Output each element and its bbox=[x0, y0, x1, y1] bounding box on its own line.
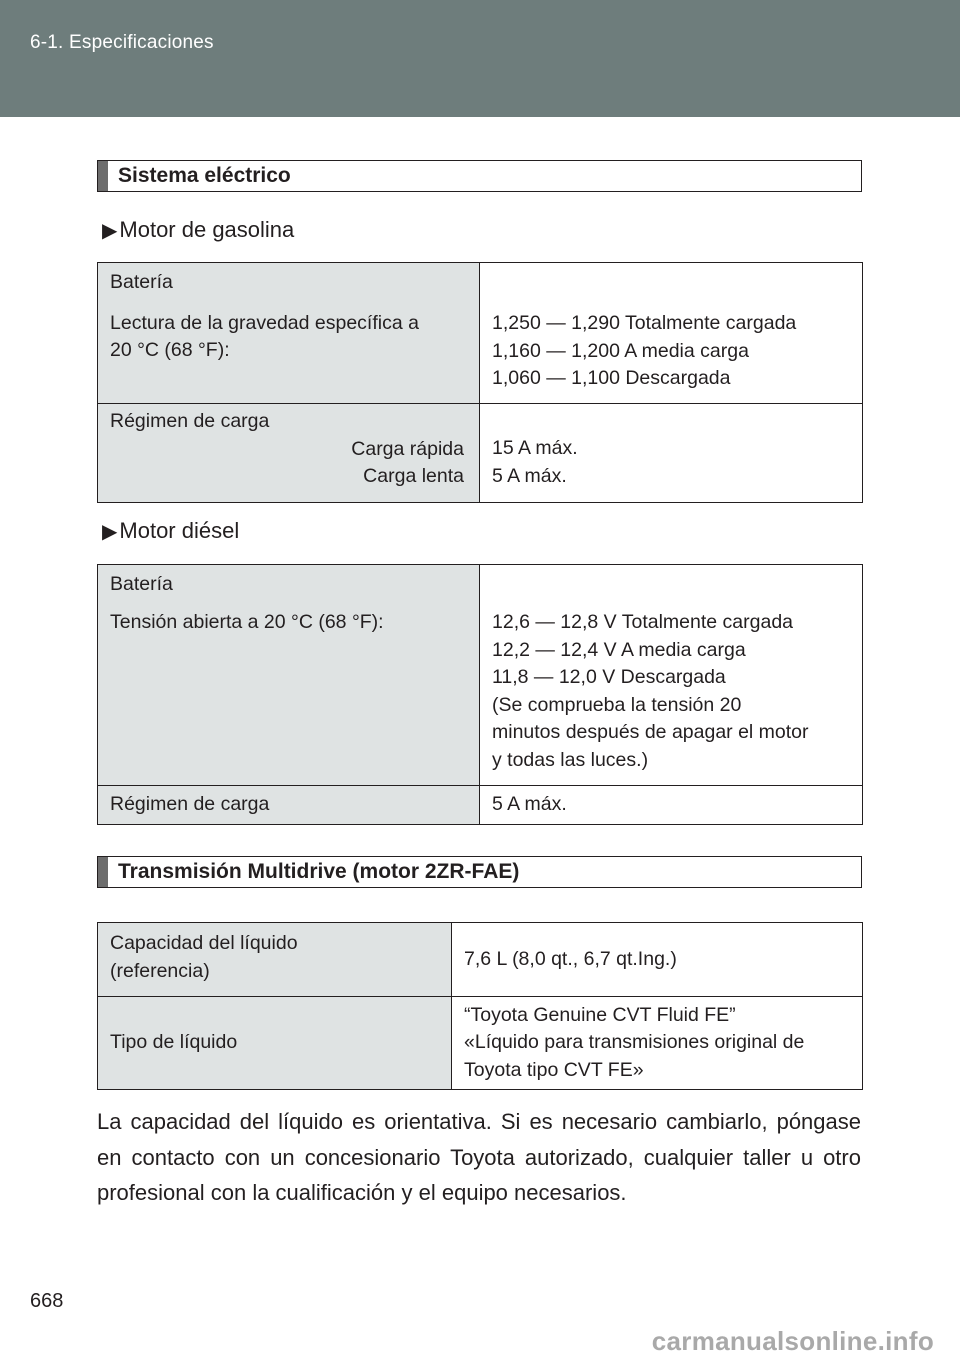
electrical-system-heading bbox=[97, 160, 862, 192]
capacity-label-line1: Capacidad del líquido bbox=[110, 932, 298, 954]
charge-rate-value: 5 A máx. bbox=[492, 793, 567, 816]
battery-label: Batería bbox=[110, 573, 173, 595]
transmission-heading bbox=[97, 856, 862, 888]
diesel-battery-table bbox=[97, 564, 863, 825]
battery-label-cell bbox=[98, 565, 480, 786]
header-band bbox=[0, 0, 960, 117]
slow-charge-label: Carga lenta bbox=[363, 465, 464, 487]
table-row bbox=[98, 263, 863, 404]
table-row bbox=[98, 404, 863, 503]
gravity-label-line2: 20 °C (68 °F): bbox=[110, 339, 230, 361]
capacity-value-cell bbox=[452, 923, 863, 997]
fluid-type-line3: Toyota tipo CVT FE» bbox=[464, 1058, 644, 1081]
gravity-value-full: 1,250 — 1,290 Totalmente cargada bbox=[492, 312, 797, 334]
charge-rate-label: Régimen de carga bbox=[110, 793, 270, 816]
charge-rate-values-cell bbox=[480, 404, 863, 503]
heading-accent-bar bbox=[98, 857, 108, 887]
gasoline-engine-subheading bbox=[102, 217, 294, 243]
charge-rate-label-cell bbox=[98, 786, 480, 825]
page-number: 668 bbox=[30, 1290, 64, 1312]
capacity-value: 7,6 L (8,0 qt., 6,7 qt.Ing.) bbox=[464, 947, 677, 970]
triangle-bullet-icon: ▶ bbox=[102, 220, 118, 242]
gravity-values-cell bbox=[480, 263, 863, 404]
heading-accent-bar bbox=[98, 161, 108, 191]
table-row bbox=[98, 565, 863, 786]
fluid-capacity-note: La capacidad del líquido es orientativa. Si es necesario cambiarlo, póngase en contacto con un concesionario Toyota autorizado, cualquier taller u otro profesional con la cualificación y el equipo necesarios. bbox=[97, 1109, 861, 1205]
heading-text: Sistema eléctrico bbox=[118, 164, 291, 187]
gasoline-label: Motor de gasolina bbox=[119, 217, 295, 242]
diesel-engine-subheading bbox=[102, 518, 239, 544]
voltage-value-full: 12,6 — 12,8 V Totalmente cargada bbox=[492, 611, 794, 633]
voltage-value-empty: 11,8 — 12,0 V Descargada bbox=[492, 666, 726, 688]
transmission-fluid-table bbox=[97, 922, 863, 1090]
fluid-type-line2: «Líquido para transmisiones original de bbox=[464, 1031, 805, 1054]
voltage-values-cell bbox=[480, 565, 863, 786]
table-row bbox=[98, 997, 863, 1090]
table-row bbox=[98, 923, 863, 997]
voltage-note-line2: minutos después de apagar el motor bbox=[492, 721, 809, 743]
charge-rate-value-cell bbox=[480, 786, 863, 825]
battery-label: Batería bbox=[110, 271, 173, 293]
voltage-note-line1: (Se comprueba la tensión 20 bbox=[492, 693, 742, 716]
fast-charge-label: Carga rápida bbox=[351, 437, 464, 460]
table-row bbox=[98, 786, 863, 825]
fluid-type-values-cell bbox=[452, 997, 863, 1090]
capacity-label-line2: (referencia) bbox=[110, 959, 210, 982]
voltage-note-line3: y todas las luces.) bbox=[492, 748, 649, 771]
fluid-type-label-cell bbox=[98, 997, 452, 1090]
slow-charge-value: 5 A máx. bbox=[492, 464, 567, 487]
diesel-label: Motor diésel bbox=[119, 518, 240, 543]
watermark: carmanualsonline.info bbox=[651, 1326, 934, 1356]
heading-text: Transmisión Multidrive (motor 2ZR-FAE) bbox=[118, 860, 520, 883]
battery-label-cell bbox=[98, 263, 480, 404]
capacity-label-cell bbox=[98, 923, 452, 997]
fluid-type-label: Tipo de líquido bbox=[110, 1031, 238, 1054]
gravity-value-empty: 1,060 — 1,100 Descargada bbox=[492, 367, 731, 389]
gasoline-battery-table bbox=[97, 262, 863, 503]
voltage-value-half: 12,2 — 12,4 V A media carga bbox=[492, 638, 746, 661]
fast-charge-value: 15 A máx. bbox=[492, 437, 578, 459]
fluid-type-line1: “Toyota Genuine CVT Fluid FE” bbox=[464, 1003, 736, 1026]
gravity-label-line1: Lectura de la gravedad específica a bbox=[110, 311, 419, 334]
triangle-bullet-icon: ▶ bbox=[102, 521, 118, 543]
section-title: 6-1. Especificaciones bbox=[30, 32, 214, 53]
voltage-label: Tensión abierta a 20 °C (68 °F): bbox=[110, 610, 384, 633]
charge-rate-label-cell bbox=[98, 404, 480, 503]
gravity-value-half: 1,160 — 1,200 A media carga bbox=[492, 339, 749, 362]
charge-rate-label: Régimen de carga bbox=[110, 410, 270, 432]
